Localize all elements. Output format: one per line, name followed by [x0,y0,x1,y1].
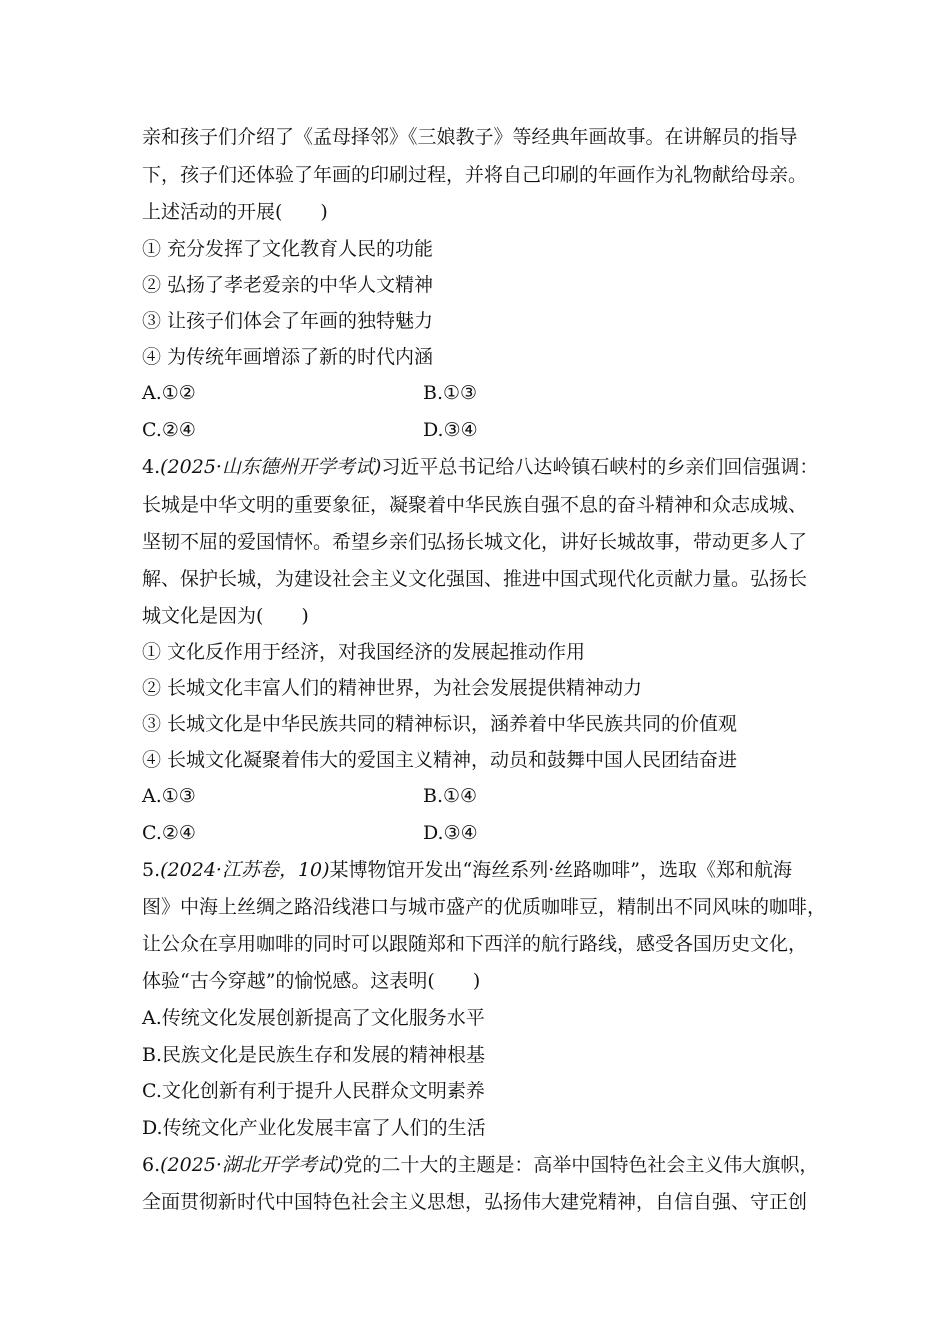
q3-passage-line-1: 亲和孩子们介绍了《孟母择邻》《三娘教子》等经典年画故事。在讲解员的指导 [142,126,798,148]
q6-passage-line-1: 全面贯彻新时代中国特色社会主义思想，弘扬伟大建党精神，自信自强、守正创 [142,1191,808,1213]
q4-passage-line-3: 解、保护长城，为建设社会主义文化强国、推进中国式现代化贡献力量。弘扬长 [142,568,808,590]
q6-number: 6. [142,1154,161,1176]
q3-stem: 上述活动的开展( ) [142,201,328,223]
q4-source: (2025·山东德州开学考试) [160,456,382,478]
q3-option-c: C.②④ [142,419,196,441]
q3-passage-line-2: 下，孩子们还体验了年画的印刷过程，并将自己印刷的年画作为礼物献给母亲。 [142,164,808,186]
q4-option-c: C.②④ [142,822,196,844]
q5-source: (2024·江苏卷，10) [160,859,330,881]
q3-option-d: D.③④ [423,419,478,441]
q4-option-b: B.①④ [423,785,478,807]
q3-option-a: A.①② [142,382,196,404]
q4-statement-3: ③ 长城文化是中华民族共同的精神标识，涵养着中华民族共同的价值观 [142,713,738,735]
q4-passage-line-1: 长城是中华文明的重要象征，凝聚着中华民族自强不息的奋斗精神和众志成城、 [142,494,808,516]
q3-statement-2: ② 弘扬了孝老爱亲的中华人文精神 [142,274,434,296]
q5-option-b: B.民族文化是民族生存和发展的精神根基 [142,1044,486,1066]
q5-number: 5. [142,859,161,881]
q4-option-d: D.③④ [423,822,478,844]
q6-source: (2025·湖北开学考试) [160,1154,344,1176]
q4-first-line-text: 习近平总书记给八达岭镇石峡村的乡亲们回信强调： [381,456,819,478]
q5-option-d: D.传统文化产业化发展丰富了人们的生活 [142,1117,486,1139]
q3-statement-4: ④ 为传统年画增添了新的时代内涵 [142,346,434,368]
q4-statement-1: ① 文化反作用于经济，对我国经济的发展起推动作用 [142,641,586,663]
q4-passage-line-4: 城文化是因为( ) [142,605,309,627]
q5-first-line-text: 某博物馆开发出“海丝系列·丝路咖啡”，选取《郑和航海 [329,859,793,881]
q6-first-line [142,1153,818,1177]
q5-passage-line-2: 让公众在享用咖啡的同时可以跟随郑和下西洋的航行路线，感受各国历史文化， [142,933,808,955]
q4-option-a: A.①③ [142,785,196,807]
q4-passage-line-2: 坚韧不屈的爱国情怀。希望乡亲们弘扬长城文化，讲好长城故事，带动更多人了 [142,531,808,553]
q3-option-b: B.①③ [423,382,478,404]
q5-passage-line-1: 图》中海上丝绸之路沿线港口与城市盛产的优质咖啡豆，精制出不同风味的咖啡， [142,896,827,918]
q6-first-line-text: 党的二十大的主题是：高举中国特色社会主义伟大旗帜， [343,1154,819,1176]
q5-first-line [142,858,792,882]
q3-statement-1: ① 充分发挥了文化教育人民的功能 [142,238,434,260]
q5-option-a: A.传统文化发展创新提高了文化服务水平 [142,1007,485,1029]
q5-option-c: C.文化创新有利于提升人民群众文明素养 [142,1080,485,1102]
q3-statement-3: ③ 让孩子们体会了年画的独特魅力 [142,310,434,332]
q4-number: 4. [142,456,161,478]
q4-statement-2: ② 长城文化丰富人们的精神世界，为社会发展提供精神动力 [142,677,643,699]
q5-passage-line-3: 体验“古今穿越”的愉悦感。这表明( ) [142,970,481,992]
q4-statement-4: ④ 长城文化凝聚着伟大的爱国主义精神，动员和鼓舞中国人民团结奋进 [142,749,738,771]
q4-first-line [142,455,818,479]
